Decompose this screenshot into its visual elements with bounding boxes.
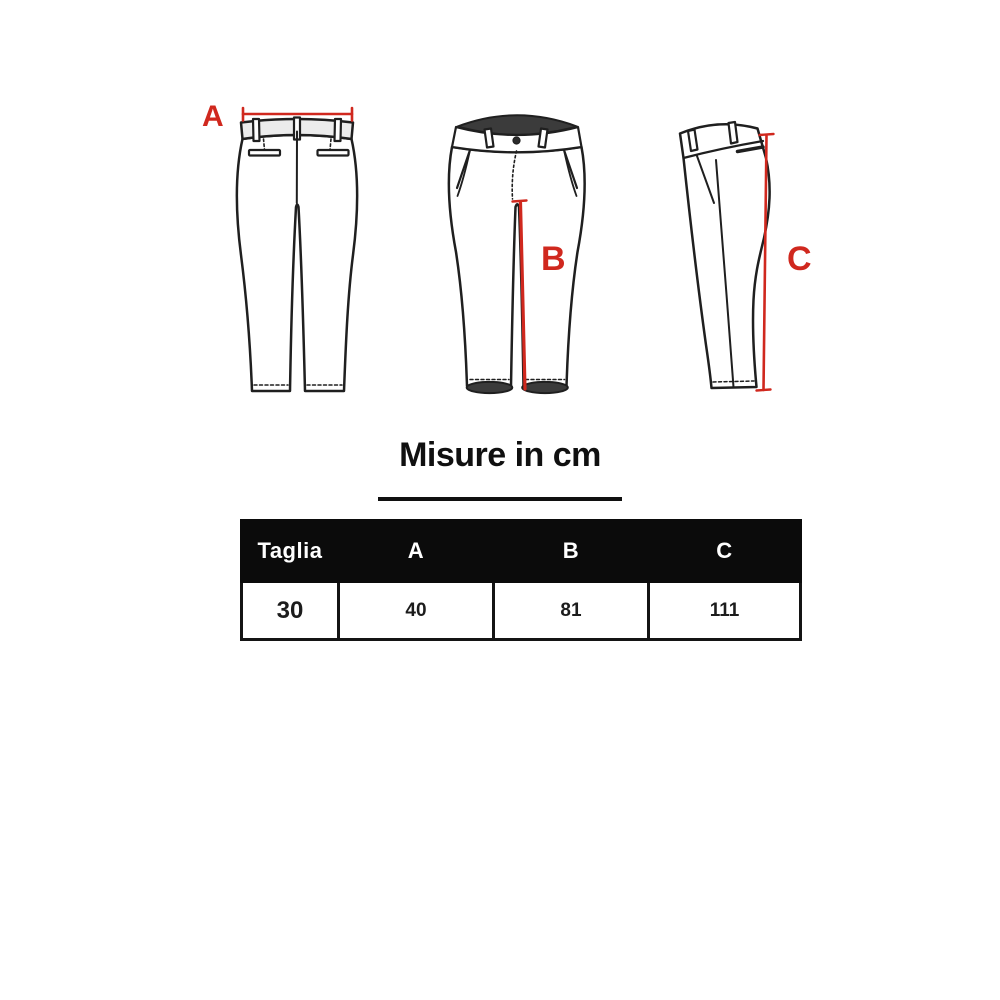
title-underline bbox=[378, 497, 622, 501]
measure-b-tick-top bbox=[513, 201, 527, 202]
size-table bbox=[240, 519, 802, 641]
front-view-button bbox=[513, 137, 520, 144]
measure-label-a: A bbox=[202, 100, 224, 133]
measure-c-tick-top bbox=[760, 134, 774, 135]
page-title: Misure in cm bbox=[399, 436, 601, 474]
measure-c-tick-bottom bbox=[757, 390, 771, 391]
header-taglia: Taglia bbox=[242, 521, 339, 582]
cell-a-value: 40 bbox=[339, 582, 494, 640]
back-view-belt-loop-right bbox=[335, 119, 342, 141]
cell-b-value: 81 bbox=[494, 582, 649, 640]
back-view-pocket-right bbox=[318, 150, 349, 156]
cell-taglia-30: 30 bbox=[242, 582, 339, 640]
back-view-pocket-left bbox=[249, 150, 280, 156]
side-view-belt-loop-right bbox=[729, 122, 738, 144]
front-view-hem-opening-left bbox=[467, 382, 513, 393]
pants-back-view-drawing bbox=[237, 118, 357, 392]
cell-c-value: 111 bbox=[649, 582, 801, 640]
header-c: C bbox=[649, 521, 801, 582]
size-table-data-row bbox=[242, 582, 801, 640]
pants-technical-drawings bbox=[0, 0, 1000, 430]
back-view-belt-loop-left bbox=[253, 119, 260, 141]
measure-label-c: C bbox=[787, 240, 812, 278]
size-table-header-row bbox=[242, 521, 801, 582]
side-view-belt-loop-left bbox=[688, 130, 698, 152]
front-view-belt-loop-left bbox=[485, 129, 494, 148]
header-b: B bbox=[494, 521, 649, 582]
front-view-belt-loop-right bbox=[539, 129, 548, 148]
side-view-body bbox=[680, 124, 770, 388]
header-a: A bbox=[339, 521, 494, 582]
measure-label-b: B bbox=[541, 240, 566, 278]
pants-side-view-drawing bbox=[680, 122, 770, 388]
front-view-hem-opening-right bbox=[522, 382, 568, 393]
